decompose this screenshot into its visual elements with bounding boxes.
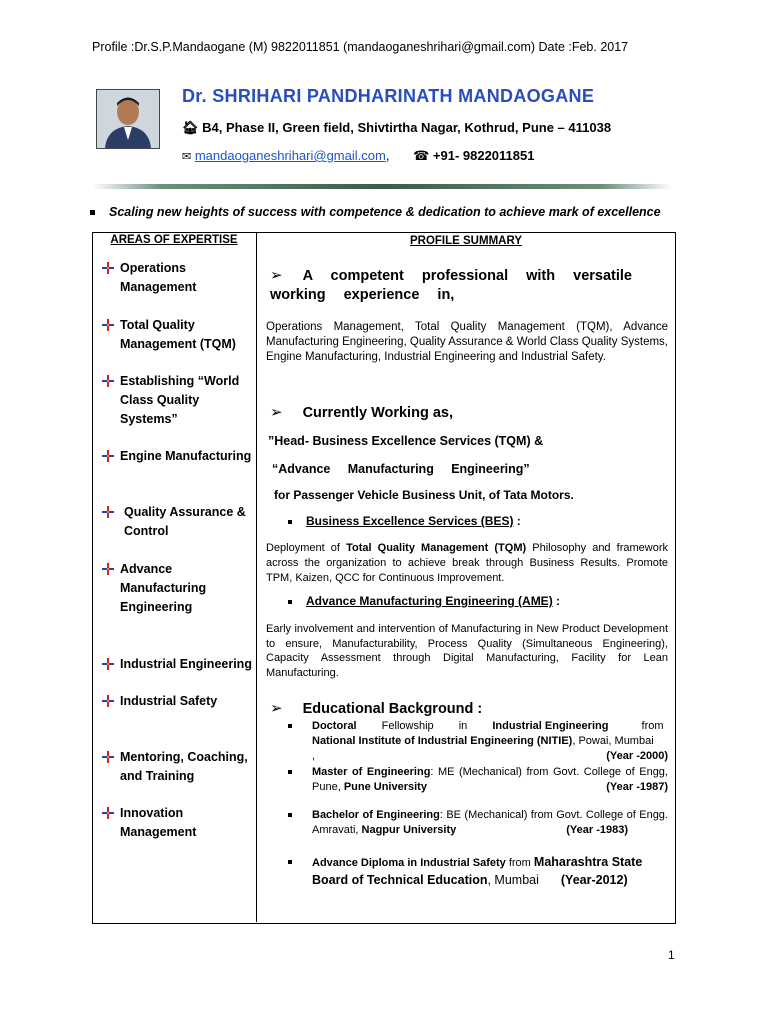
bullet-square-icon (288, 520, 292, 524)
education-degree: Doctoral (312, 720, 357, 732)
expertise-label: Establishing “World Class Quality Systems” (120, 374, 240, 426)
education-colon: : (473, 701, 483, 717)
education-institute: National Institute of Industrial Engineering (NITIE) (312, 735, 573, 747)
bes-pre: Deployment of (266, 542, 347, 554)
education-item (288, 719, 668, 764)
summary-heading-current (270, 403, 453, 421)
bullet-square-icon (288, 600, 292, 604)
colorful-bullet-icon (102, 506, 114, 518)
contact-line (182, 148, 534, 164)
ame-subheading (288, 594, 560, 608)
education-place: , Mumbai (487, 873, 539, 887)
role-line-3: for Passenger Vehicle Business Unit, of Tata Motors. (274, 488, 574, 502)
address-text: B4, Phase II, Green field, Shivtirtha Nagar, Kothrud, Pune – 411038 (202, 120, 612, 135)
arrow-bullet-icon: ➢ (270, 700, 283, 717)
bes-colon: : (513, 514, 521, 528)
bullet-square-icon (288, 860, 292, 864)
summary-paragraph: Operations Management, Total Quality Management (TQM), Advance Manufacturing Engineering, Quality Assurance & World Class Quality Systems, Engine Manufacturing, Industrial Engineering and Industrial Safety. (266, 321, 668, 363)
arrow-bullet-icon: ➢ (270, 404, 283, 421)
education-item (288, 854, 668, 890)
expertise-item (102, 655, 252, 674)
education-text: from (505, 857, 534, 869)
phone-number (413, 148, 534, 163)
education-text: : BE (Mechanical) from Govt. College of Engg. Amravati, (312, 809, 668, 836)
education-institute: Nagpur University (361, 824, 457, 836)
bes-paragraph (266, 541, 668, 586)
bullet-square-icon (288, 724, 292, 728)
telephone-icon: ☎︎ (413, 148, 430, 163)
email-link[interactable]: mandaoganeshrihari@gmail.com (194, 148, 386, 163)
summary-heading-text: A competent professional with versatile working experience in, (270, 268, 632, 303)
education-institute: Pune University (343, 781, 427, 793)
education-year: (Year -1983) (566, 824, 628, 836)
colorful-bullet-icon (102, 807, 114, 819)
page-number: 1 (668, 948, 675, 962)
colorful-bullet-icon (102, 450, 114, 462)
bes-title: Business Excellence Services (BES) (306, 514, 514, 528)
expertise-item (102, 259, 252, 297)
expertise-label: Mentoring, Coaching, and Training (120, 750, 248, 783)
candidate-name: Dr. SHRIHARI PANDHARINATH MANDAOGANE (182, 86, 595, 106)
avatar-icon (97, 90, 159, 148)
expertise-title: AREAS OF EXPERTISE (110, 234, 238, 246)
education-text: , (312, 750, 316, 762)
education-year: (Year -2000) (606, 750, 668, 762)
colorful-bullet-icon (102, 751, 114, 763)
education-text: from (608, 720, 664, 732)
education-degree: Master of Engineering (312, 766, 431, 778)
bullet-square-icon (90, 210, 95, 215)
expertise-label: Industrial Safety (120, 694, 218, 708)
summary-heading-text: Educational Background (302, 701, 474, 717)
expertise-item (102, 748, 252, 786)
role-line-1: ”Head- Business Excellence Services (TQM) & (268, 434, 544, 448)
summary-heading-competent (270, 266, 670, 305)
bullet-square-icon (288, 813, 292, 817)
bullet-square-icon (288, 770, 292, 774)
colorful-bullet-icon (102, 695, 114, 707)
phone-text: +91- 9822011851 (432, 148, 535, 163)
expertise-label: Advance Manufacturing Engineering (120, 562, 207, 614)
education-item (288, 765, 668, 795)
bes-bold: Total Quality Management (TQM) (346, 542, 527, 554)
expertise-label: Total Quality Management (TQM) (120, 318, 236, 351)
arrow-bullet-icon: ➢ (270, 267, 283, 284)
colorful-bullet-icon (102, 658, 114, 670)
bes-subheading (288, 514, 521, 528)
education-text: Fellowship in (356, 720, 493, 732)
summary-heading-education (270, 699, 482, 717)
tagline (90, 205, 661, 219)
expertise-label: Quality Assurance & Control (124, 505, 246, 538)
colorful-bullet-icon (102, 262, 114, 274)
education-text: : ME (Mechanical) from Govt. College of Engg, Pune, (312, 766, 668, 793)
email-separator: , (385, 148, 390, 163)
summary-title: PROFILE SUMMARY (409, 235, 523, 247)
expertise-label: Industrial Engineering (120, 657, 252, 671)
expertise-item (102, 804, 252, 842)
colorful-bullet-icon (102, 563, 114, 575)
house-icon: 🏠︎ (182, 120, 199, 135)
document-header: Profile :Dr.S.P.Mandaogane (M) 9822011851 (mandaoganeshrihari@gmail.com) Date :Feb. 2017 (92, 40, 629, 54)
bes-post: Philosophy and framework across the organization to achieve break through Business Results. Promote TPM, Kaizen, QCC for Continuous Improvement. (266, 542, 669, 584)
education-year: (Year-2012) (560, 873, 628, 887)
profile-photo (96, 89, 160, 149)
summary-heading-text: Currently Working as, (302, 405, 453, 421)
expertise-item (102, 503, 252, 541)
ame-colon: : (552, 594, 561, 608)
education-institute: Maharashtra State Board of Technical Education (312, 855, 643, 887)
expertise-item (102, 316, 252, 354)
expertise-label: Engine Manufacturing (120, 449, 252, 463)
expertise-item (102, 560, 252, 617)
education-item (288, 808, 668, 838)
education-field: Industrial Engineering (492, 720, 609, 732)
education-degree: Advance Diploma in Industrial Safety (312, 857, 506, 869)
address-line (182, 120, 611, 136)
header-divider (92, 184, 672, 189)
expertise-label: Innovation Management (120, 806, 197, 839)
colorful-bullet-icon (102, 375, 114, 387)
education-place: , Powai, Mumbai (572, 735, 654, 747)
colorful-bullet-icon (102, 319, 114, 331)
tagline-text: Scaling new heights of success with competence & dedication to achieve mark of excellence (109, 205, 661, 219)
expertise-item (102, 372, 252, 429)
expertise-item (102, 447, 252, 466)
expertise-label: Operations Management (120, 261, 197, 294)
role-line-2: “Advance Manufacturing Engineering” (272, 462, 530, 476)
expertise-item (102, 692, 252, 711)
envelope-icon: ✉︎ (182, 151, 192, 163)
education-year: (Year -1987) (606, 781, 668, 793)
education-degree: Bachelor of Engineering (312, 809, 440, 821)
ame-paragraph: Early involvement and intervention of Manufacturing in New Product Development to ensure, Manufacturability, Process Quality (Simultaneous Engineering), Capacity Assessment through Digital Manufacturing, Facility for Lean Manufacturing. (266, 623, 668, 679)
ame-title: Advance Manufacturing Engineering (AME) (306, 594, 553, 608)
